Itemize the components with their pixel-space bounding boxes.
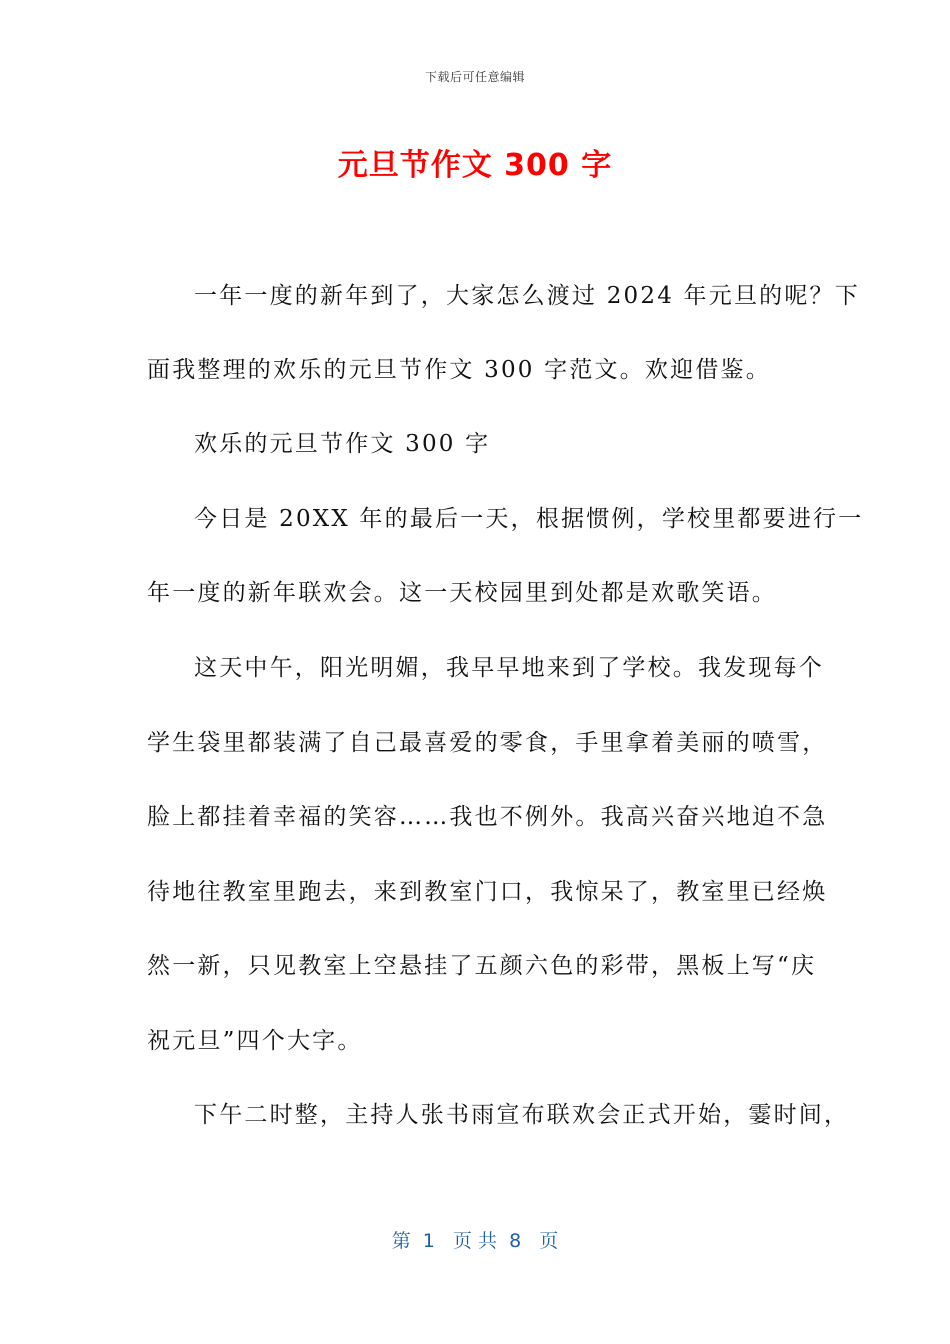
page-footer: 第 1 页 共 8 页 [391, 1230, 559, 1252]
paragraph-line: 年一度的新年联欢会。这一天校园里到处都是欢歌笑语。 [147, 580, 777, 606]
paragraph-line: 下午二时整，主持人张书雨宣布联欢会正式开始，霎时间， [194, 1102, 850, 1128]
header-note: 下载后可任意编辑 [424, 70, 525, 84]
paragraph-line: 今日是 20XX 年的最后一天，根据惯例，学校里都要进行一 [194, 506, 864, 532]
paragraph-line: 然一新，只见教室上空悬挂了五颜六色的彩带，黑板上写“庆 [147, 953, 817, 979]
paragraph-line: 这天中午，阳光明媚，我早早地来到了学校。我发现每个 [194, 655, 824, 681]
paragraph-line: 面我整理的欢乐的元旦节作文 300 字范文。欢迎借鉴。 [147, 357, 771, 383]
paragraph-line: 脸上都挂着幸福的笑容……我也不例外。我高兴奋兴地迫不急 [147, 804, 828, 830]
paragraph-line: 学生袋里都装满了自己最喜爱的零食，手里拿着美丽的喷雪， [147, 730, 828, 756]
paragraph-line: 祝元旦”四个大字。 [147, 1028, 363, 1054]
document-title: 元旦节作文 300 字 [337, 148, 613, 183]
paragraph-line: 一年一度的新年到了，大家怎么渡过 2024 年元旦的呢？下 [194, 283, 860, 309]
paragraph-line: 待地往教室里跑去，来到教室门口，我惊呆了，教室里已经焕 [147, 879, 828, 905]
paragraph-line: 欢乐的元旦节作文 300 字 [194, 431, 491, 457]
